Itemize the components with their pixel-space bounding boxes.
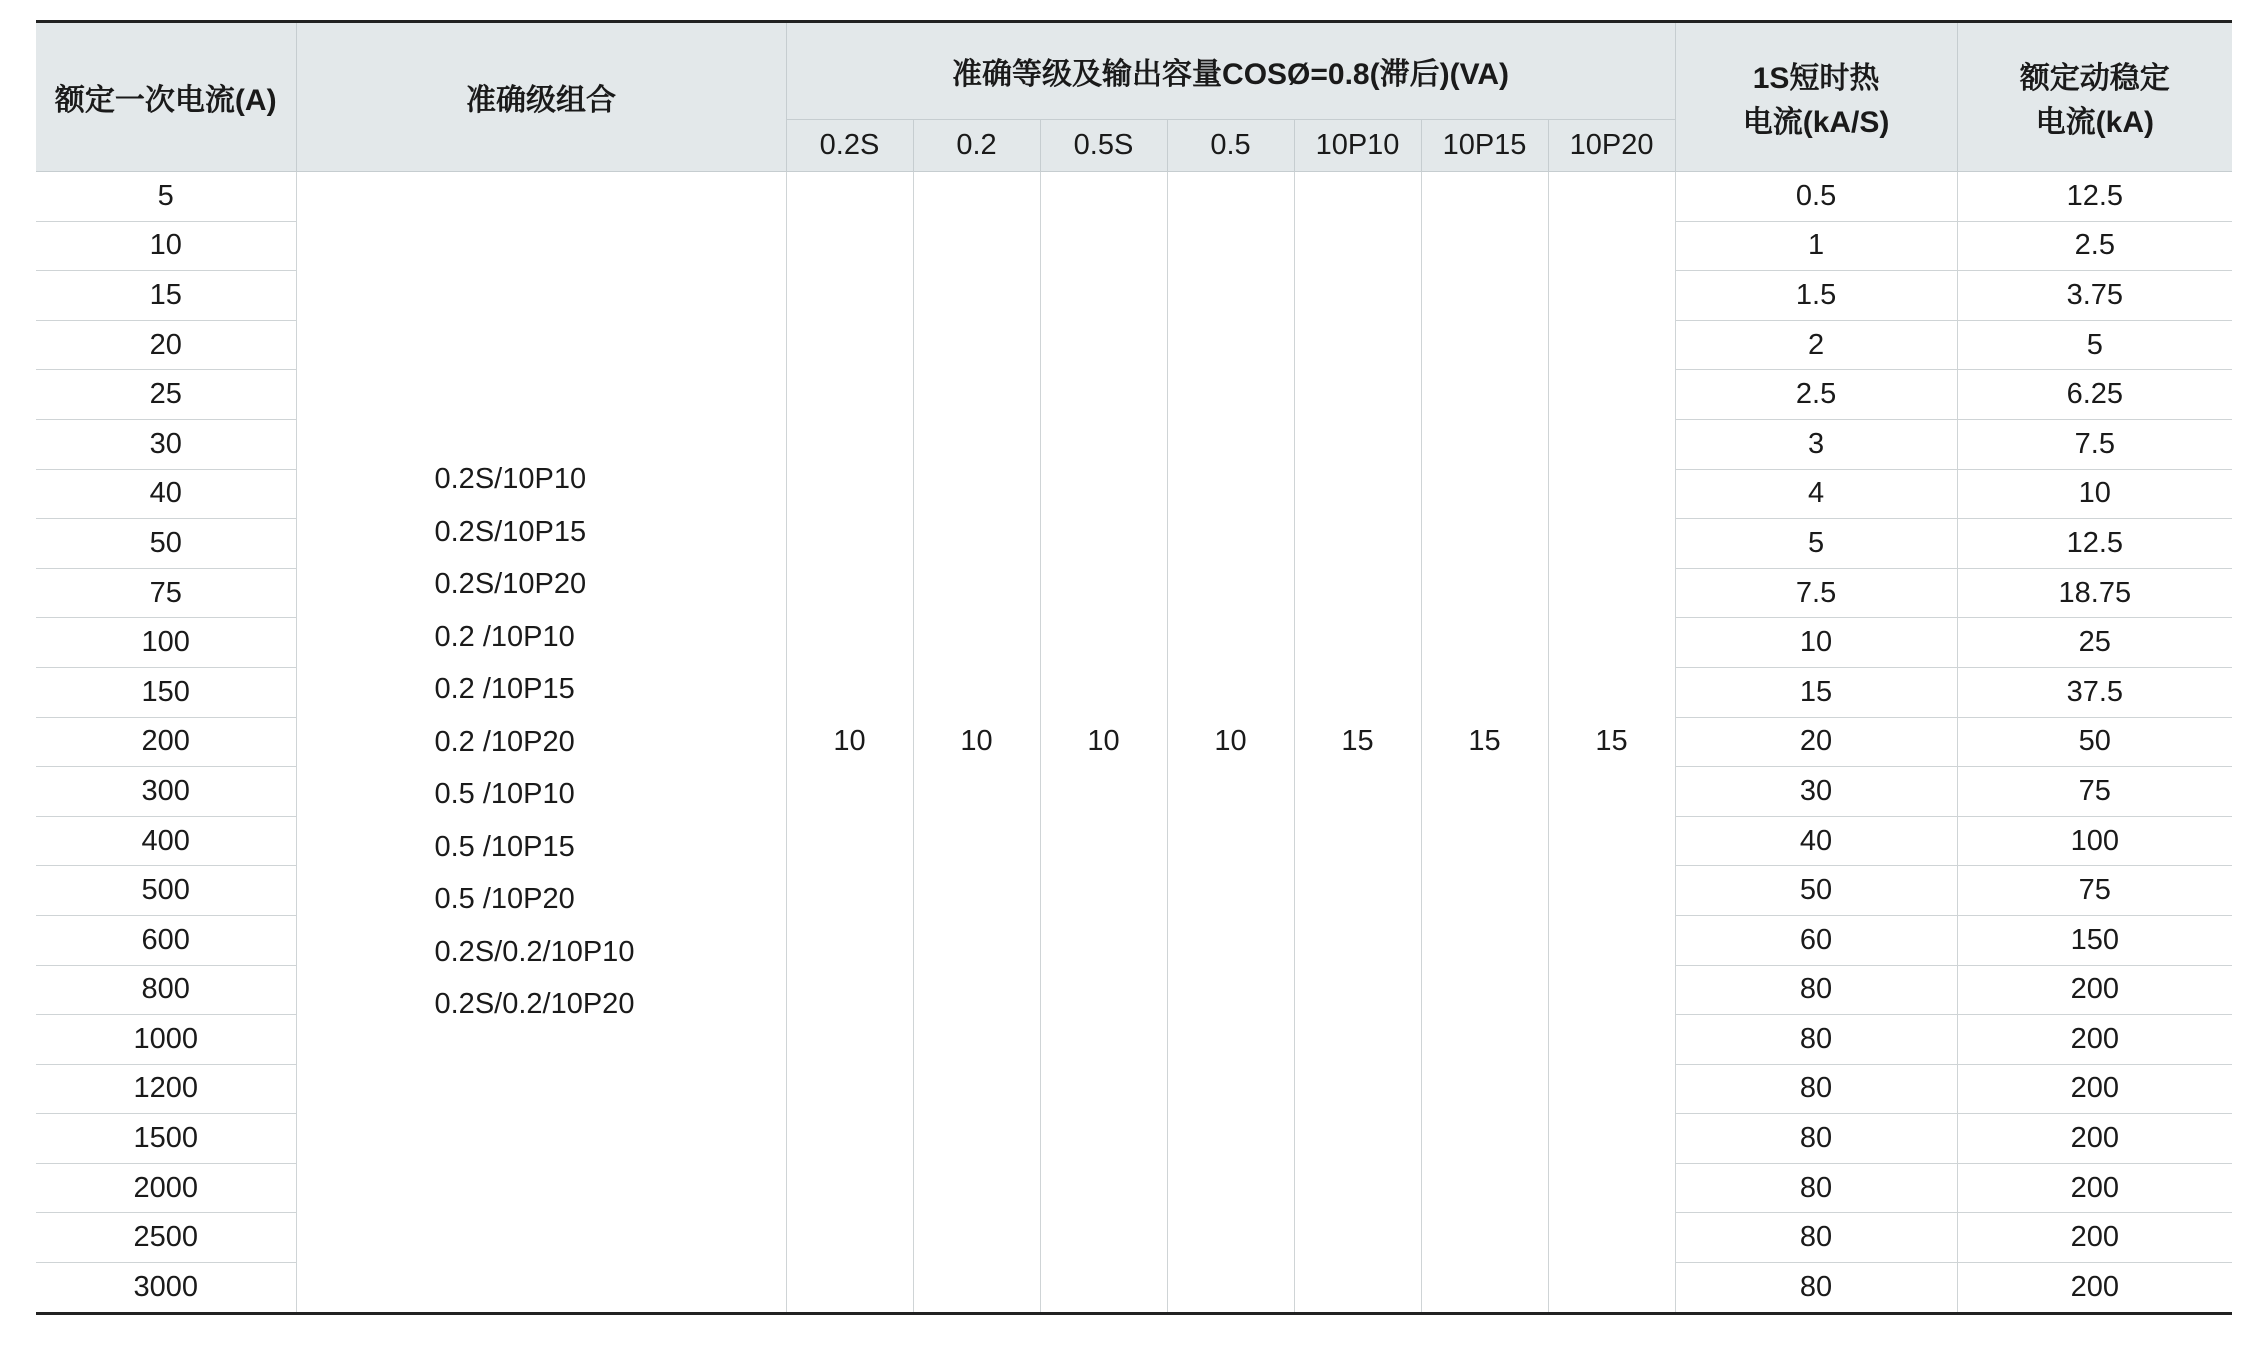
- cell-dynamic-stable-current: 10: [1957, 469, 2232, 519]
- cell-short-time-thermal-current: 80: [1675, 1015, 1957, 1065]
- cell-dynamic-stable-current: 200: [1957, 965, 2232, 1015]
- header-class-0-5: 0.5: [1167, 120, 1294, 172]
- accuracy-combination-item: 0.2S/0.2/10P10: [434, 935, 635, 968]
- cell-rated-primary-current: 30: [36, 419, 296, 469]
- cell-rated-primary-current: 5: [36, 172, 296, 222]
- cell-rated-primary-current: 100: [36, 618, 296, 668]
- header-dynamic-stable-current: [1957, 22, 2232, 172]
- cell-rated-primary-current: 200: [36, 717, 296, 767]
- header-short-time-thermal-current: [1675, 22, 1957, 172]
- cell-rated-primary-current: 600: [36, 915, 296, 965]
- cell-rated-primary-current: 400: [36, 816, 296, 866]
- cell-short-time-thermal-current: 2: [1675, 320, 1957, 370]
- cell-rated-primary-current: 1200: [36, 1064, 296, 1114]
- cell-dynamic-stable-current: 75: [1957, 866, 2232, 916]
- cell-dynamic-stable-current: 200: [1957, 1163, 2232, 1213]
- cell-output-0-5: 10: [1167, 172, 1294, 1314]
- cell-output-10p10: 15: [1294, 172, 1421, 1314]
- cell-rated-primary-current: 2500: [36, 1213, 296, 1263]
- header-class-0-2s: 0.2S: [786, 120, 913, 172]
- header-short-time-thermal-line1: 1S短时热: [1752, 62, 1880, 95]
- header-accuracy-output: 准确等级及输出容量COSØ=0.8(滞后)(VA): [786, 22, 1675, 120]
- cell-output-0-2s: 10: [786, 172, 913, 1314]
- cell-short-time-thermal-current: 80: [1675, 1263, 1957, 1314]
- header-dynamic-stable-line2: 电流(kA): [2035, 106, 2154, 139]
- cell-dynamic-stable-current: 12.5: [1957, 172, 2232, 222]
- cell-rated-primary-current: 10: [36, 221, 296, 271]
- cell-rated-primary-current: 1500: [36, 1114, 296, 1164]
- cell-accuracy-combinations: [296, 172, 786, 1314]
- cell-dynamic-stable-current: 5: [1957, 320, 2232, 370]
- cell-rated-primary-current: 25: [36, 370, 296, 420]
- header-class-0-2: 0.2: [913, 120, 1040, 172]
- cell-short-time-thermal-current: 0.5: [1675, 172, 1957, 222]
- cell-dynamic-stable-current: 3.75: [1957, 271, 2232, 321]
- cell-dynamic-stable-current: 200: [1957, 1114, 2232, 1164]
- cell-rated-primary-current: 3000: [36, 1263, 296, 1314]
- cell-rated-primary-current: 150: [36, 667, 296, 717]
- cell-dynamic-stable-current: 18.75: [1957, 568, 2232, 618]
- cell-output-10p15: 15: [1421, 172, 1548, 1314]
- cell-short-time-thermal-current: 1: [1675, 221, 1957, 271]
- header-accuracy-combination: 准确级组合: [296, 22, 786, 172]
- cell-dynamic-stable-current: 37.5: [1957, 667, 2232, 717]
- cell-rated-primary-current: 15: [36, 271, 296, 321]
- cell-short-time-thermal-current: 40: [1675, 816, 1957, 866]
- accuracy-combination-item: 0.2 /10P20: [434, 725, 575, 758]
- accuracy-combination-list: [297, 453, 786, 1031]
- cell-dynamic-stable-current: 200: [1957, 1213, 2232, 1263]
- header-rated-primary-current: 额定一次电流(A): [36, 22, 296, 172]
- cell-short-time-thermal-current: 60: [1675, 915, 1957, 965]
- cell-short-time-thermal-current: 4: [1675, 469, 1957, 519]
- cell-short-time-thermal-current: 80: [1675, 1213, 1957, 1263]
- cell-dynamic-stable-current: 7.5: [1957, 419, 2232, 469]
- cell-short-time-thermal-current: 15: [1675, 667, 1957, 717]
- cell-short-time-thermal-current: 30: [1675, 767, 1957, 817]
- accuracy-combination-item: 0.2 /10P15: [434, 673, 575, 706]
- cell-dynamic-stable-current: 200: [1957, 1263, 2232, 1314]
- cell-dynamic-stable-current: 100: [1957, 816, 2232, 866]
- table-body: [36, 172, 2232, 1314]
- cell-rated-primary-current: 40: [36, 469, 296, 519]
- cell-output-0-2: 10: [913, 172, 1040, 1314]
- cell-short-time-thermal-current: 5: [1675, 519, 1957, 569]
- cell-dynamic-stable-current: 12.5: [1957, 519, 2232, 569]
- cell-output-10p20: 15: [1548, 172, 1675, 1314]
- cell-short-time-thermal-current: 3: [1675, 419, 1957, 469]
- cell-rated-primary-current: 2000: [36, 1163, 296, 1213]
- accuracy-combination-item: 0.2S/0.2/10P20: [434, 988, 635, 1021]
- accuracy-combination-item: 0.5 /10P10: [434, 778, 575, 811]
- specification-table: [36, 20, 2232, 1315]
- accuracy-combination-item: 0.2S/10P10: [434, 463, 587, 496]
- header-dynamic-stable-line1: 额定动稳定: [2019, 62, 2170, 95]
- cell-rated-primary-current: 800: [36, 965, 296, 1015]
- cell-rated-primary-current: 1000: [36, 1015, 296, 1065]
- cell-short-time-thermal-current: 2.5: [1675, 370, 1957, 420]
- cell-output-0-5s: 10: [1040, 172, 1167, 1314]
- cell-short-time-thermal-current: 10: [1675, 618, 1957, 668]
- cell-short-time-thermal-current: 50: [1675, 866, 1957, 916]
- cell-short-time-thermal-current: 80: [1675, 1114, 1957, 1164]
- cell-dynamic-stable-current: 200: [1957, 1015, 2232, 1065]
- accuracy-combination-item: 0.5 /10P15: [434, 830, 575, 863]
- header-class-0-5s: 0.5S: [1040, 120, 1167, 172]
- cell-dynamic-stable-current: 75: [1957, 767, 2232, 817]
- cell-short-time-thermal-current: 80: [1675, 1163, 1957, 1213]
- cell-short-time-thermal-current: 7.5: [1675, 568, 1957, 618]
- accuracy-combination-item: 0.2 /10P10: [434, 620, 575, 653]
- header-class-10p10: 10P10: [1294, 120, 1421, 172]
- accuracy-combination-item: 0.5 /10P20: [434, 883, 575, 916]
- cell-dynamic-stable-current: 25: [1957, 618, 2232, 668]
- cell-dynamic-stable-current: 50: [1957, 717, 2232, 767]
- header-class-10p15: 10P15: [1421, 120, 1548, 172]
- cell-dynamic-stable-current: 6.25: [1957, 370, 2232, 420]
- cell-short-time-thermal-current: 20: [1675, 717, 1957, 767]
- header-short-time-thermal-line2: 电流(kA/S): [1742, 106, 1890, 139]
- cell-dynamic-stable-current: 200: [1957, 1064, 2232, 1114]
- cell-rated-primary-current: 50: [36, 519, 296, 569]
- cell-rated-primary-current: 300: [36, 767, 296, 817]
- cell-rated-primary-current: 20: [36, 320, 296, 370]
- cell-dynamic-stable-current: 150: [1957, 915, 2232, 965]
- table-header: [36, 22, 2232, 172]
- header-class-10p20: 10P20: [1548, 120, 1675, 172]
- cell-short-time-thermal-current: 1.5: [1675, 271, 1957, 321]
- accuracy-combination-item: 0.2S/10P20: [434, 568, 587, 601]
- cell-dynamic-stable-current: 2.5: [1957, 221, 2232, 271]
- cell-short-time-thermal-current: 80: [1675, 965, 1957, 1015]
- accuracy-combination-item: 0.2S/10P15: [434, 515, 587, 548]
- cell-short-time-thermal-current: 80: [1675, 1064, 1957, 1114]
- cell-rated-primary-current: 75: [36, 568, 296, 618]
- table-row: [36, 172, 2232, 222]
- cell-rated-primary-current: 500: [36, 866, 296, 916]
- header-row-main: [36, 22, 2232, 120]
